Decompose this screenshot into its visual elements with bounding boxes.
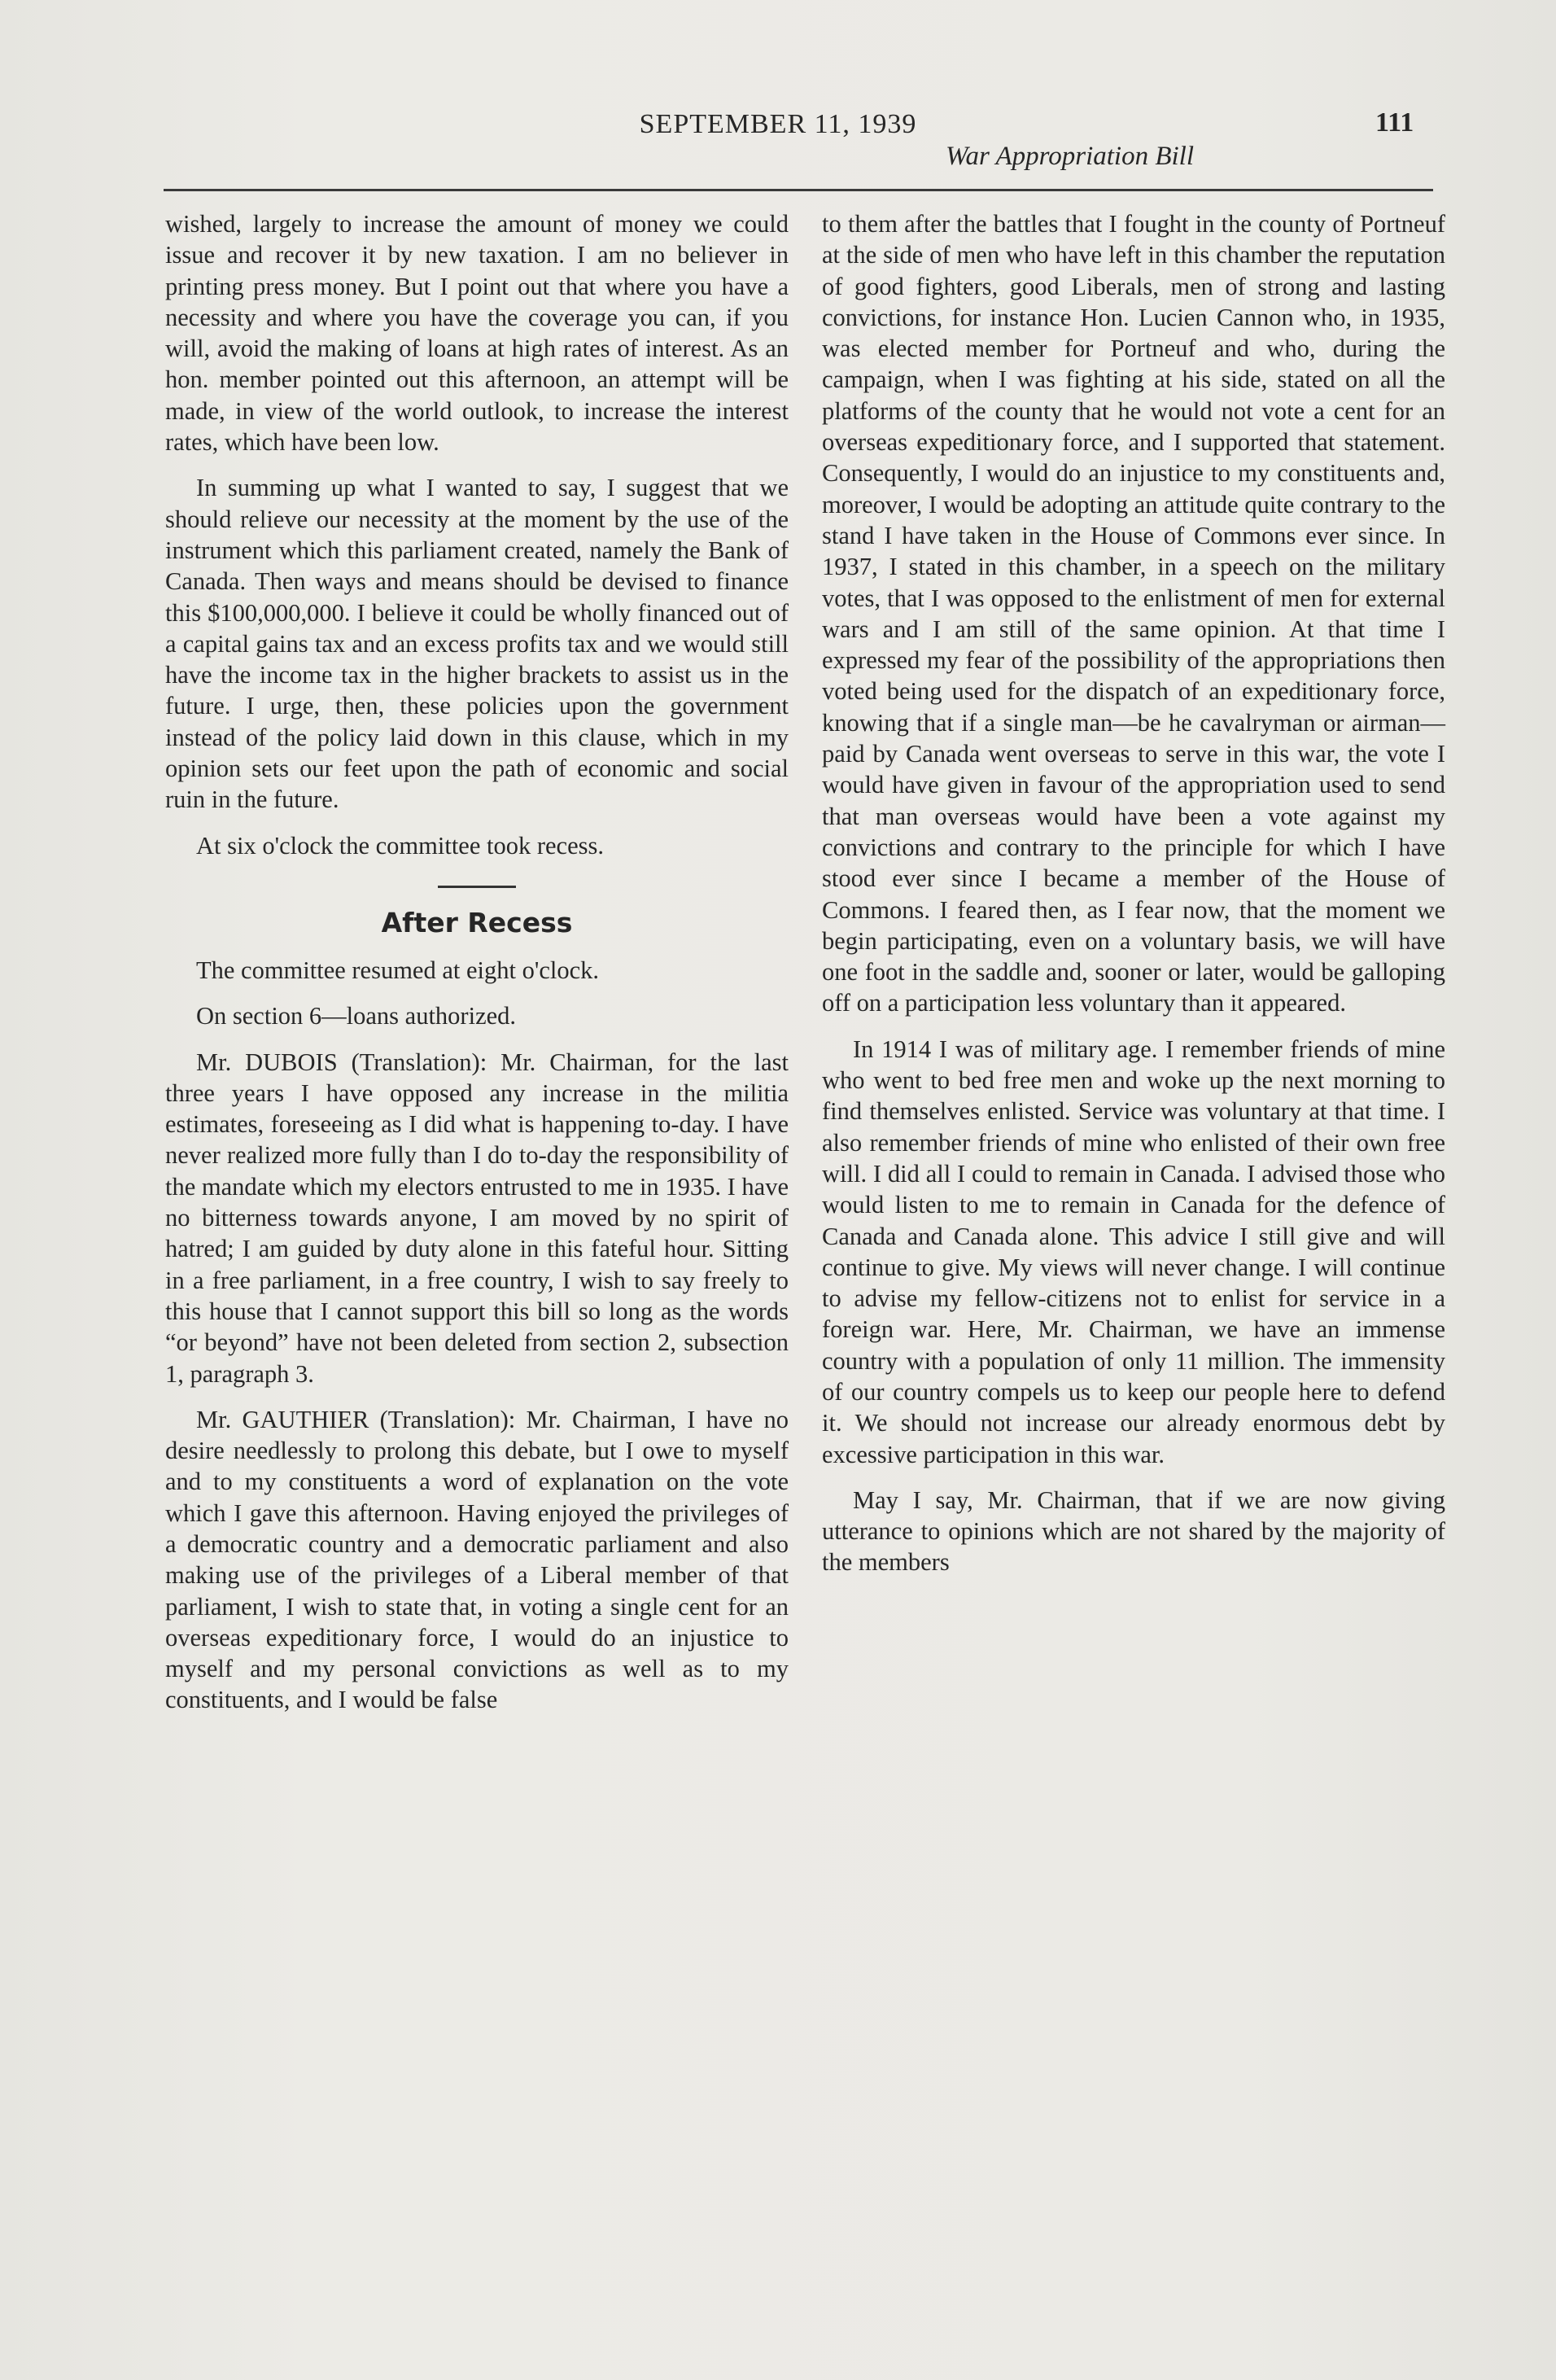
running-section-title: War Appropriation Bill xyxy=(946,142,1194,171)
speech-gauthier: Mr. GAUTHIER (Translation): Mr. Chairman, I have no desire needlessly to prolong this debate, but I owe to myself and to my constituents a word of explanation on the vote which I gave this afternoon. Having enjoyed the privileges of a democratic country and a democratic parliament and also making use of the privileges of a Liberal member of that parliament, I wish to state that, in voting a single cent for an overseas expeditionary force, I would do an injustice to myself and my personal convictions as well as to my constituents, and I would be false xyxy=(165,1405,789,1714)
recess-notice: At six o'clock the committee took recess. xyxy=(196,831,604,860)
section-heading: After Recess xyxy=(381,906,573,938)
left-column xyxy=(165,208,789,1730)
page-number: 111 xyxy=(1375,107,1414,138)
speech-dubois: Mr. DUBOIS (Translation): Mr. Chairman, for the last three years I have opposed any increase in the militia estimates, foreseeing as I did what is happening to-day. I have never realized more fully than I do to-day the responsibility of the mandate which my electors entrusted to me in 1935. I have no bitterness towards anyone, I am moved by no spirit of hatred; I am guided by duty alone in this fateful hour. Sitting in a free parliament, in a free country, I wish to say freely to this house that I cannot support this bill so long as the words “or beyond” have not been deleted from section 2, subsection 1, paragraph 3. xyxy=(165,1048,789,1388)
paragraph: The committee resumed at eight o'clock. xyxy=(196,956,600,984)
paragraph: In 1914 I was of military age. I remember friends of mine who went to bed free men and woke up the next morning to find themselves enlisted. Service was voluntary at that time. I also remember friends of mine who enlisted of their own free will. I did all I could to remain in Canada. I advised those who would listen to me to remain in Canada for the defence of Canada and Canada alone. This advice I still give and will continue to give. My views will never change. I will continue to advise my fellow-citizens not to enlist for service in a foreign war. Here, Mr. Chairman, we have an immense country with a population of only 11 million. The immensity of our country compels us to keep our people here to defend it. We should not increase our already enormous debt by excessive participation in this war. xyxy=(822,1035,1445,1468)
running-header-date: SEPTEMBER 11, 1939 xyxy=(639,109,917,139)
paragraph: In summing up what I wanted to say, I suggest that we should relieve our necessity at the moment by the use of the instrument which this parliament created, namely the Bank of Canada. Then ways and means should be devised to finance this $100,000,000. I believe it could be wholly financed out of a capital gains tax and an excess profits tax and we would still have the income tax in the higher brackets to assist us in the future. I urge, then, these policies upon the government instead of the policy laid down in this clause, which in my opinion sets our feet upon the path of economic and social ruin in the future. xyxy=(165,474,789,814)
right-column xyxy=(822,208,1445,1593)
header-rule xyxy=(164,189,1433,191)
paragraph: May I say, Mr. Chairman, that if we are now giving utterance to opinions which are not shared by the majority of the members xyxy=(822,1485,1445,1577)
paragraph: wished, largely to increase the amount of money we could issue and recover it by new taxation. I am no believer in printing press money. But I point out that where you have a necessity and where you have the coverage you can, if you will, avoid the making of loans at high rates of interest. As an hon. member pointed out this afternoon, an attempt will be made, in view of the world outlook, to increase the interest rates, which have been low. xyxy=(165,210,789,457)
section-divider xyxy=(438,886,516,888)
paragraph: On section 6—loans authorized. xyxy=(196,1002,517,1030)
paragraph: to them after the battles that I fought in the county of Portneuf at the side of men who have left in this chamber the reputation of good fighters, good Liberals, men of strong and lasting convictions, for instance Hon. Lucien Cannon who, in 1935, was elected member for Portneuf and who, during the campaign, when I was fighting at his side, stated on all the platforms of the county that he would not vote a cent for an overseas expeditionary force, and I supported that statement. Consequently, I would do an injustice to my constituents and, moreover, I would be adopting an attitude quite contrary to the stand I have taken in the House of Commons ever since. In 1937, I stated in this chamber, in a speech on the military votes, that I was opposed to the enlistment of men for external wars and I am still of the same opinion. At that time I expressed my fear of the possibility of the appropriations then voted being used for the dispatch of an expeditionary force, knowing that if a single man—be he cavalryman or airman—paid by Canada went overseas to serve in this war, the vote I would have given in favour of the appropriation used to send that man overseas would have been a vote against my convictions and contrary to the principle for which I have stood ever since I became a member of the House of Commons. I feared then, as I fear now, that the moment we begin participating, even on a voluntary basis, we will have one foot in the saddle and, sooner or later, would be galloping off on a participation less voluntary than it appeared. xyxy=(822,210,1445,1017)
